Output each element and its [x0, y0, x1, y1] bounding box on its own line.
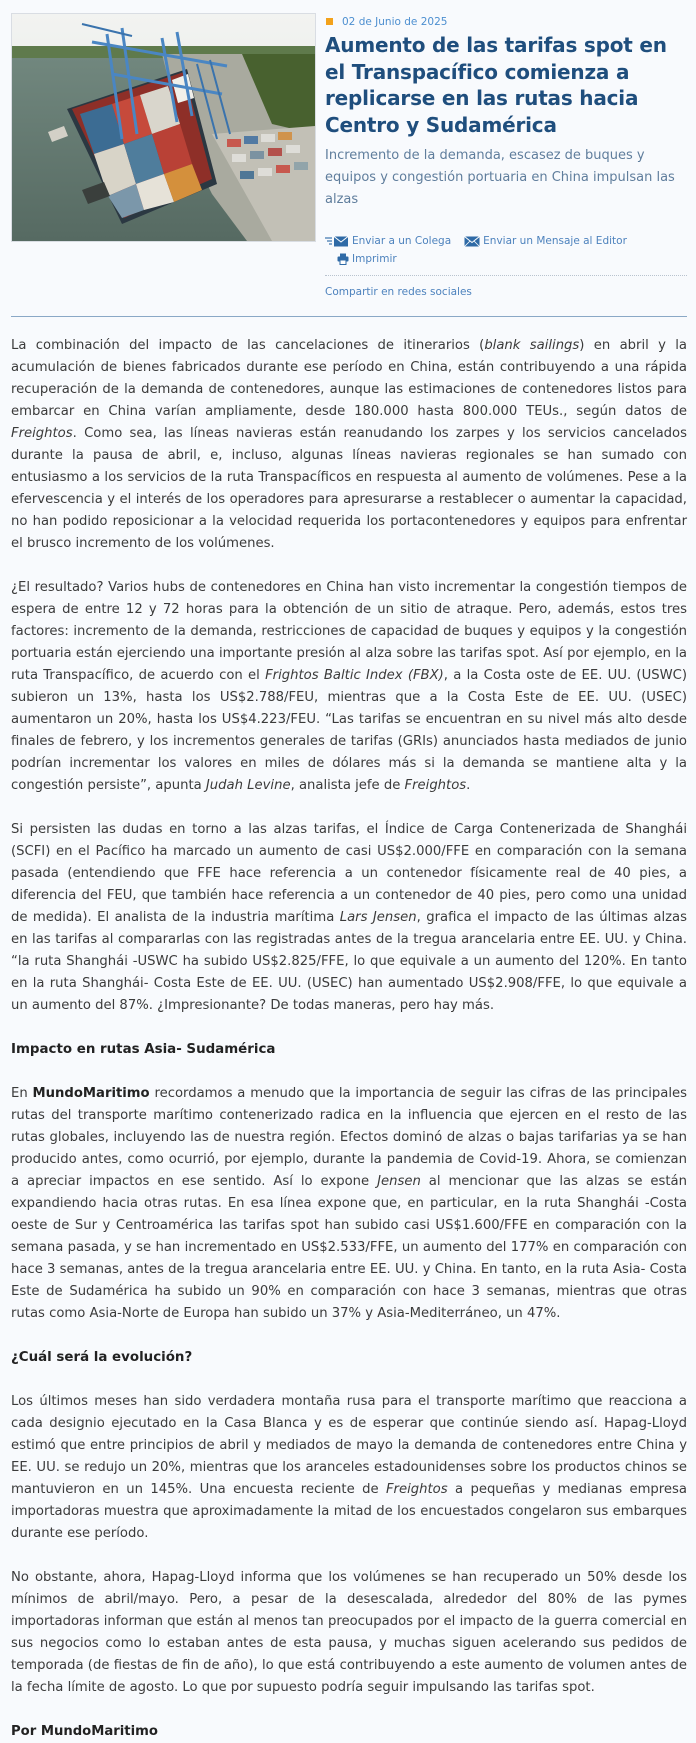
italic-term: blank sailings [484, 338, 580, 353]
print-label: Imprimir [352, 253, 397, 265]
send-to-editor-label: Enviar un Mensaje al Editor [483, 235, 627, 247]
article-meta [325, 14, 687, 298]
paragraph-3 [11, 819, 687, 1017]
meta-divider [325, 275, 687, 276]
section-heading-impact: Impacto en rutas Asia- Sudamérica [11, 1042, 276, 1057]
text: Los últimos meses han sido verdadera montaña rusa para el transporte marítimo que reacciona a cada designio ejecutado en la Casa Blanca y es de esperar que continúe siendo así. Hapag-Lloyd estimó que entre principios de abril y mediados de mayo la demanda de contenedores entre China y EE. UU. se redujo un 20%, mientras que los aranceles estadounidenses sobre los productos chinos se mantuvieron en un 145%. Una encuesta reciente de [11, 1394, 687, 1497]
header-divider [11, 316, 687, 317]
paragraph-1 [11, 335, 687, 555]
paragraph-2 [11, 577, 687, 797]
send-to-colleague-link[interactable] [325, 235, 451, 247]
article-image [11, 13, 316, 242]
text: Si persisten las dudas en torno a las alzas tarifas, el Índice de Carga Contenerizada de Shanghái (SCFI) en el Pacífico ha marcado un aumento de casi US$2.000/FFE en comparación con la semana pasada (entendiendo que FFE hace referencia a un contenedor físicamente real de 40 pies, a diferencia del FEU, que también hace referencia a un contenedor de 40 pies, pero como una unidad de medida). El analista de la industria marítima [11, 822, 687, 925]
article-actions [325, 232, 687, 268]
text: a pequeñas y medianas empresa importadoras muestra que aproximadamente la mitad de los encuestados congelaron sus embarques durante ese período. [11, 1482, 687, 1541]
action-row [325, 232, 687, 250]
print-link[interactable] [337, 253, 397, 265]
mail-icon [464, 236, 480, 247]
paragraph-4 [11, 1083, 687, 1325]
print-row [337, 250, 687, 268]
container-ship-photo [12, 14, 315, 241]
article-title: Aumento de las tarifas spot en el Transpacífico comienza a replicarse en las rutas hacia Centro y Sudamérica [325, 33, 667, 137]
article-header [0, 0, 696, 300]
text: ) en abril y la acumulación de bienes fabricados durante ese período en China, están contribuyendo a una rápida recuperación de la demanda de contenedores, aunque las estimaciones de contenedores listos para embarcar en China varían ampliamente, desde 180.000 hasta 800.000 TEUs., según datos de [11, 338, 687, 419]
text: , grafica el impacto de las últimas alzas en las tarifas al compararlas con las registradas antes de la tregua arancelaria entre EE. UU. y China. “la ruta Shanghái -USWC ha subido US$2.825/FFE, lo que equivale a un aumento del 120%. En tanto en la ruta Shanghái- Costa Este de EE. UU. (USEC) han aumentado US$2.908/FFE, lo que equivale a un aumento del 87%. ¿Impresionante? De todas maneras, pero hay más. [11, 910, 687, 1013]
italic-term: Jensen [377, 1174, 421, 1189]
text: ¿El resultado? Varios hubs de contenedores en China han visto incrementar la congestión tiempos de espera de entre 12 y 72 horas para la obtención de un sitio de atraque. Pero, además, estos tres factores: incremento de la demanda, restricciones de capacidad de buques y equipos y la congestión portuaria están ejerciendo una importante presión al alza sobre las tarifas spot. Así por ejemplo, en la ruta Transpacífico, de acuerdo con el [11, 580, 687, 683]
byline: Por MundoMaritimo [11, 1724, 158, 1739]
italic-term: Judah Levine [205, 778, 291, 793]
section-heading-evolution: ¿Cuál será la evolución? [11, 1350, 193, 1365]
text: , a la Costa oste de EE. UU. (USWC) subieron un 13%, hasta los US$2.788/FEU, mientras que a la Costa Este de EE. UU. (USEC) aumentaron un 20%, hasta los US$4.223/FEU. “Las tarifas se encuentran en su nivel más alto desde finales de febrero, y los incrementos generales de tarifas (GRIs) anunciados hasta mediados de junio podrían incrementar los valores en miles de dólares más si la demanda se mantiene alta y la congestión persiste”, apunta [11, 668, 687, 793]
brand-name: MundoMaritimo [32, 1086, 150, 1101]
date-row [325, 14, 687, 29]
italic-term: Freightos [385, 1482, 448, 1497]
printer-icon [337, 253, 349, 265]
text: al mencionar que las alzas se están expandiendo hacia otras rutas. En esa línea expone que, en particular, en la ruta Shanghái -Costa oeste de Sur y Centroamérica las tarifas spot han subido casi US$1.600/FFE en comparación con la semana pasada, y se han incrementado en US$2.533/FFE, un aumento del 177% en comparación con hace 3 semanas, antes de la tregua arancelaria entre EE. UU. y China. En tanto, en la ruta Asia- Costa Este de Sudamérica ha subido un 90% en comparación con hace 3 semanas, mientras que otras rutas como Asia-Norte de Europa han subido un 37% y Asia-Mediterráneo, un 47%. [11, 1174, 688, 1321]
send-to-editor-link[interactable] [464, 235, 627, 247]
text: La combinación del impacto de las cancelaciones de itinerarios ( [11, 338, 485, 353]
article-body [11, 335, 687, 1743]
text: recordamos a menudo que la importancia de seguir las cifras de las principales rutas del transporte marítimo contenerizado radica en la influencia que ejercen en el resto de las rutas globales, incluyendo las de nuestra región. Efectos dominó de alzas o bajas tarifarias ya se han producido antes, como ocurrió, por ejemplo, durante la pandemia de Covid-19. Ahora, se comienzan a apreciar impactos en ese sentido. Así lo expone [11, 1086, 687, 1189]
text: . [466, 778, 471, 793]
italic-term: Freightos [11, 426, 73, 441]
date-marker-icon [326, 18, 333, 25]
send-to-colleague-label: Enviar a un Colega [352, 235, 452, 247]
text: . Como sea, las líneas navieras están reanudando los zarpes y los servicios cancelados durante la pausa de abril, e, incluso, algunas líneas navieras regionales se han sumado con entusiasmo a los servicios de la ruta Transpacíficos en respuesta al aumento de volúmenes. Pese a la efervescencia y el interés de los operadores para apresurarse a restablecer o aumentar la capacidad, no han podido reposicionar a la velocidad requerida los portacontenedores y equipos para enfrentar el brusco incremento de los volúmenes. [11, 426, 687, 551]
italic-term: Frightos Baltic Index (FBX) [265, 668, 444, 683]
paragraph-6: No obstante, ahora, Hapag-Lloyd informa que los volúmenes se han recuperado un 50% desde los mínimos de abril/mayo. Pero, a pesar de la desescalada, alrededor del 80% de las pymes importadoras informan que están al menos tan preocupados por el impacto de la guerra comercial en sus negocios como lo estaban antes de esta pausa, y muchas siguen acelerando sus pedidos de temporada (de fiestas de fin de año), lo que está contribuyendo a este aumento de volumen antes de la fecha límite de agosto. Lo que por supuesto podría seguir impulsando las tarifas spot. [11, 1570, 687, 1695]
text: , analista jefe de [290, 778, 405, 793]
italic-term: Freightos [404, 778, 467, 793]
paragraph-5 [11, 1391, 687, 1545]
text: En [11, 1086, 33, 1101]
share-social-link[interactable]: Compartir en redes sociales [325, 286, 472, 298]
italic-term: Lars Jensen [339, 910, 417, 925]
article-subtitle: Incremento de la demanda, escasez de buques y equipos y congestión portuaria en China impulsan las alzas [325, 148, 675, 207]
forward-mail-icon [325, 236, 349, 247]
article-date: 02 de Junio de 2025 [342, 15, 448, 28]
